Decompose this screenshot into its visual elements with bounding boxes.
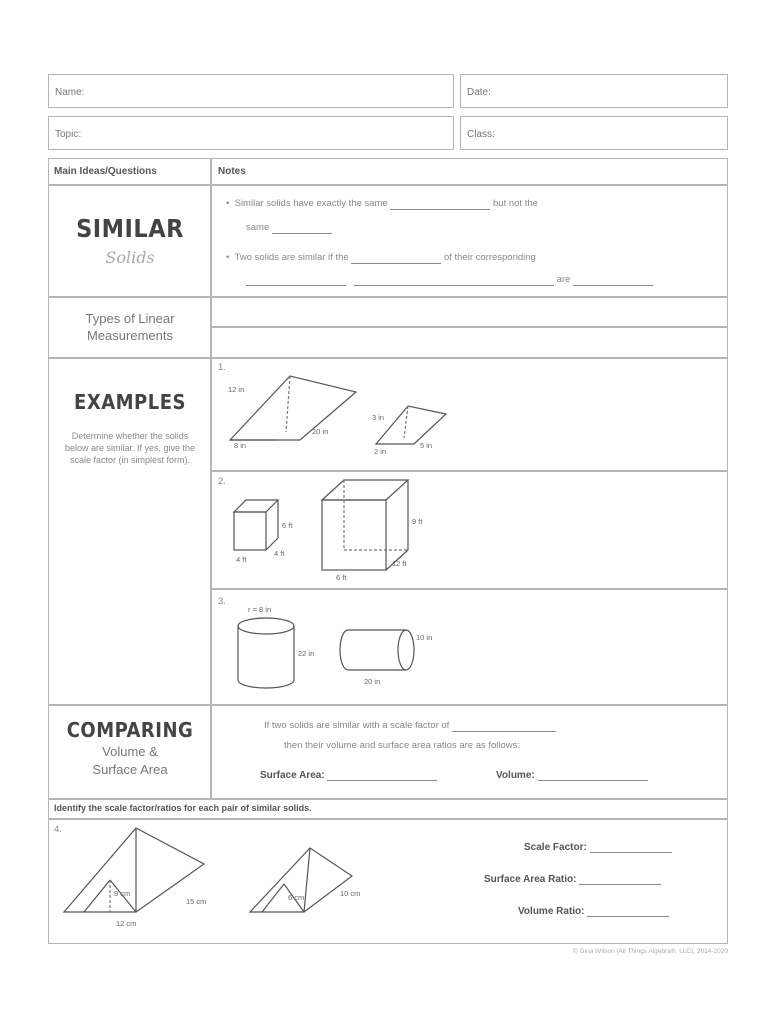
example-2-number: 2. <box>218 476 226 487</box>
date-label: Date: <box>467 87 491 98</box>
label-8in: 8 in <box>234 441 247 450</box>
comparing-title: COMPARING <box>66 718 194 742</box>
label-6ft: 6 ft <box>282 521 293 530</box>
label-r8in: r = 8 in <box>248 605 272 614</box>
label-12in: 12 in <box>228 385 245 394</box>
similar-subtitle: Solids <box>105 248 155 267</box>
identify-instruction: Identify the scale factor/ratios for each pair of similar solids. <box>54 803 312 813</box>
label-9cm: 9 cm <box>114 889 131 898</box>
label-9ft: 9 ft <box>412 517 423 526</box>
footer-credit: © Gina Wilson (All Things Algebra®, LLC), 2014-2020 <box>572 948 728 955</box>
column-header-main-ideas: Main Ideas/Questions <box>54 166 157 177</box>
label-4ft-b: 4 ft <box>274 549 285 558</box>
similar-title: SIMILAR <box>76 214 184 243</box>
examples-title: EXAMPLES <box>74 390 186 414</box>
linear-label: Types of Linear Measurements <box>85 311 175 343</box>
label-6ft-b: 6 ft <box>336 573 347 582</box>
comparing-line-2: then their volume and surface area ratios are as follows: <box>284 740 521 751</box>
small-triangle-prism <box>250 848 352 912</box>
small-prism-edge <box>304 848 310 912</box>
similar-note-2-cont: are <box>246 274 653 286</box>
volume-ratio-field[interactable]: Volume Ratio: <box>518 906 669 917</box>
label-12cm: 12 cm <box>116 919 137 928</box>
comparing-sub2: Surface Area <box>92 762 168 777</box>
label-10in: 10 in <box>416 633 433 642</box>
label-3in: 3 in <box>372 413 385 422</box>
big-triangle-prism <box>64 828 207 912</box>
comparing-sub1: Volume & <box>102 744 158 759</box>
label-4ft-a: 4 ft <box>236 555 247 564</box>
column-header-notes: Notes <box>218 166 246 177</box>
surface-area-field[interactable]: Surface Area: <box>260 770 437 781</box>
label-6cm: 6 cm <box>288 893 305 902</box>
class-label: Class: <box>467 129 495 140</box>
label-10cm: 10 cm <box>340 889 361 898</box>
similar-note-1: • Similar solids have exactly the same but not the <box>226 198 538 209</box>
examples-instructions: Determine whether the solids below are similar. If yes, give the scale factor (in simplest form). <box>64 431 196 465</box>
name-label: Name: <box>55 87 85 98</box>
label-20in: 20 in <box>312 427 329 436</box>
label-22in: 22 in <box>298 649 315 658</box>
scale-factor-field[interactable]: Scale Factor: <box>524 842 672 853</box>
volume-field[interactable]: Volume: <box>496 770 648 781</box>
label-5in: 5 in <box>420 441 433 450</box>
label-20in-b: 20 in <box>364 677 381 686</box>
similar-note-1-cont: same <box>246 222 332 234</box>
surface-area-ratio-field[interactable]: Surface Area Ratio: <box>484 874 661 885</box>
example-3-number: 3. <box>218 596 226 607</box>
label-12ft: 12 ft <box>392 559 407 568</box>
similar-note-2: • Two solids are similar if the of their corresponding <box>226 252 536 263</box>
comparing-line-1: If two solids are similar with a scale factor of <box>264 720 556 732</box>
label-2in: 2 in <box>374 447 387 456</box>
topic-label: Topic: <box>55 129 82 140</box>
label-15cm: 15 cm <box>186 897 207 906</box>
example-1-number: 1. <box>218 362 226 373</box>
example-4-number: 4. <box>54 824 62 835</box>
